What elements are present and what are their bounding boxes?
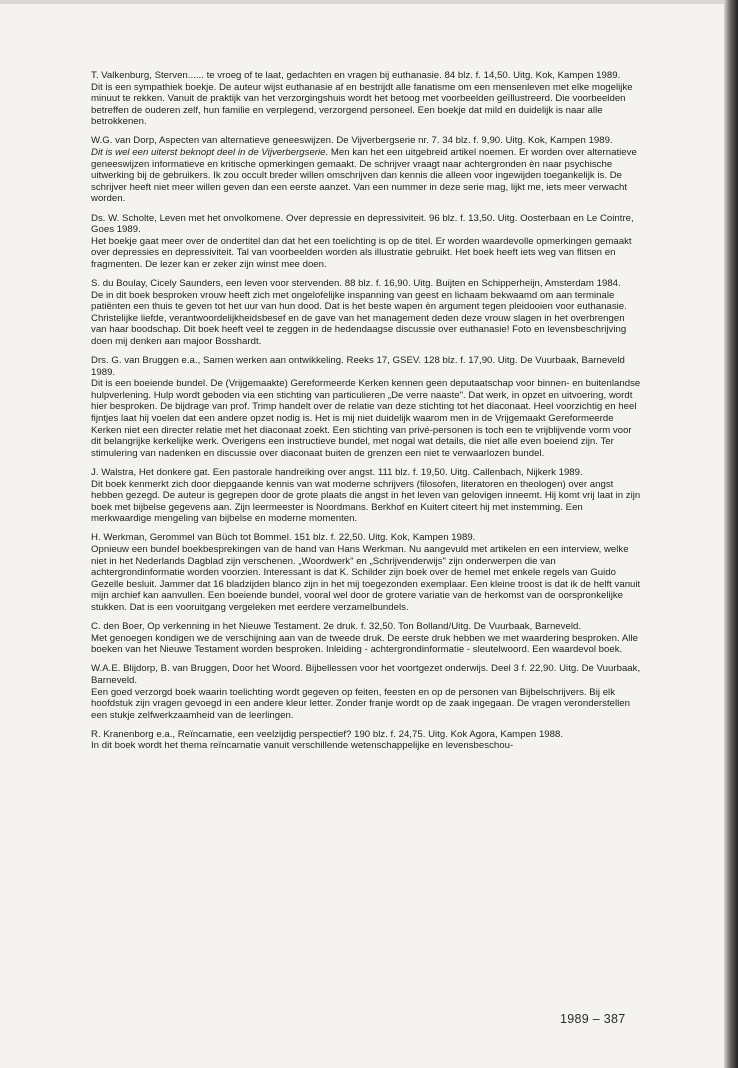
review-entry-8 [91,621,641,656]
review-entry-1 [91,70,641,128]
review-text: Dit is een sympathiek boekje. De auteur wijst euthanasie af en bestrijdt alle fanatisme om een mensenleven met elke mogelijke minuut te rekken. Vanuit de praktijk van het verzorgingshuis wordt het betoog met voorbeelden geïllustreerd. Die voorbeelden betreffen de ouderen zelf, hun familie en verplegend, verzorgend personeel. Een boekje dat mild en duidelijk is naar alle betrokkenen. [91,81,633,128]
review-entry-7 [91,532,641,613]
review-entry-3 [91,213,641,271]
review-text: Dit is een boeiende bundel. De (Vrijgemaakte) Gereformeerde Kerken kennen geen deputaatschap voor binnen- en buitenlandse hulpverlening. Hulp wordt geboden via een stichting van particulieren „De verre naaste". Dat werk, in opzet en uitvoering, wordt hier besproken. De bijdrage van prof. Trimp handelt over de relatie van deze stichting tot het diaconaat. Heel voorzichtig en heel fijntjes laat hij voelen dat een andere opzet nodig is. Het is mij niet duidelijk waarom men in de Vrijgemaakt Gereformeerde Kerken niet een directer relatie met het diaconaat zoekt. Een stichting van privé-personen is toch een te vrijblijvende vorm voor dit belangrijke kerkelijke werk. Overigens een instructieve bundel, met nogal wat details, die niet alle even boeiend zijn. Ter stimulering van nadenken en discussie over diaconaat buiten de grenzen een niet te verwaarlozen bundel. [91,378,641,459]
review-citation: Ds. W. Scholte, Leven met het onvolkomene. Over depressie en depressiviteit. 96 blz. f. 13,50. Uitg. Oosterbaan en Le Cointre, Goes 1989. [91,212,634,236]
review-text: Het boekje gaat meer over de ondertitel dan dat het een toelichting is op de titel. Er worden waardevolle opmerkingen gemaakt over depressies en depressiviteit. Tal van voorbeelden worden als illustratie gebruikt. Het boek heeft iets weg van flitsen en fragmenten. De lezer kan er zeker zijn winst mee doen. [91,235,632,270]
review-text-italic-lead: Dit is wel een uiterst beknopt deel in de Vijverbergserie. [91,147,329,159]
page-binding-edge [724,0,738,1068]
page-number: 1989 – 387 [560,1012,626,1026]
review-citation: R. Kranenborg e.a., Reïncarnatie, een veelzijdig perspectief? 190 blz. f. 24,75. Uitg. Kok Agora, Kampen 1988. [91,728,564,740]
book-review-column [91,70,641,759]
review-citation: C. den Boer, Op verkenning in het Nieuwe Testament. 2e druk. f. 32,50. Ton Bolland/Uitg. De Vuurbaak, Barneveld. [91,621,582,633]
review-entry-6 [91,467,641,525]
review-entry-9 [91,663,641,721]
review-text-body: Men kan het een uitgebreid artikel noemen. Er worden over alternatieve geneeswijzen informatieve en kritische opmerkingen gemaakt. De schrijver vraagt naar achtergronden èn naar psychische uitwerking bij de gebruikers. Ik zou occult breder willen omschrijven dan kennis die alleen voor ingewijden toegankelijk is. De schrijver heeft niet meer willen geven dan een eerste aanzet. Van een nummer in deze serie mag, lijkt me, iets meer verwacht worden. [91,147,637,205]
review-citation: H. Werkman, Gerommel van Büch tot Bommel. 151 blz. f. 22,50. Uitg. Kok, Kampen 1989. [91,532,476,544]
review-citation: J. Walstra, Het donkere gat. Een pastorale handreiking over angst. 111 blz. f. 19,50. Uitg. Callenbach, Nijkerk 1989. [91,466,583,478]
review-text: Opnieuw een bundel boekbesprekingen van de hand van Hans Werkman. Nu aangevuld met artikelen en een interview, welke niet in het Nederlands Dagblad zijn verschenen. „Woordwerk" en „Schrijvenderwijs" zijn onderwerpen die van achtergrondinformatie worden voorzien. Interessant is dat K. Schilder zijn boek over de hemel met enkele regels van Guido Gezelle besluit. Jammer dat 16 bladzijden blanco zijn in het mij toegezonden exemplaar. Een kleine troost is dat ik de helft vanuit mijn archief kan aanvullen. Een boeiende bundel, vooral wel door de grotere variatie van de herkomst van de oorspronkelijke stukken. Dat is een vooruitgang vergeleken met eerdere verzamelbundels. [91,543,641,613]
review-entry-10 [91,729,641,752]
review-citation: S. du Boulay, Cicely Saunders, een leven voor stervenden. 88 blz. f. 16,90. Uitg. Buijten en Schipperheijn, Amsterdam 1984. [91,278,621,289]
review-text: Met genoegen kondigen we de verschijning aan van de tweede druk. De eerste druk hebben we met waardering besproken. Alle boeken van het Nieuwe Testament worden besproken. Inleiding - achtergrondinformatie - sleutelwoord. Een waardevol boek. [91,632,638,656]
review-citation: T. Valkenburg, Sterven...... te vroeg of te laat, gedachten en vragen bij euthanasie. 84 blz. f. 14,50. Uitg. Kok, Kampen 1989. [91,70,621,81]
review-text: Een goed verzorgd boek waarin toelichting wordt gegeven op feiten, feesten en op de personen van Bijbelschrijvers. Bij elk hoofdstuk zijn vragen gevoegd in een andere kleur letter. Zonder franje wordt op de zaak ingegaan. De vragen veronderstellen een stukje zelfwerkzaamheid van de leerlingen. [91,686,631,721]
review-entry-2 [91,135,641,205]
review-text: Dit boek kenmerkt zich door diepgaande kennis van wat moderne schrijvers (filosofen, literatoren en theologen) over angst hebben gezegd. De auteur is gegrepen door de grote plaats die angst in het leven van gelovigen inneemt. Hij komt vrij laat in zijn boek met bijbelse gegevens aan. Zijn leermeester is Noordmans. Berkhof en Kuitert citeert hij met instemming. Een merkwaardige mengeling van bijbelse en moderne momenten. [91,478,641,525]
review-entry-5 [91,355,641,459]
review-citation: W.A.E. Blijdorp, B. van Bruggen, Door het Woord. Bijbellessen voor het voortgezet onderwijs. Deel 3 f. 22,90. Uitg. De Vuurbaak, Barneveld. [91,663,641,686]
review-text: In dit boek wordt het thema reïncarnatie vanuit verschillende wetenschappelijke en levensbeschou- [91,740,514,752]
review-text: De in dit boek besproken vrouw heeft zich met ongelofelijke inspanning van geest en lichaam bekwaamd om aan terminale patiënten een thuis te geven tot het uur van hun dood. Dat is het beste wapen èn argument tegen pleidooien voor euthanasie. Christelijke liefde, verantwoordelijkheidsbesef en de gave van het management deden deze vrouw slagen in het overbrengen van haar boodschap. Dit boek heeft veel te zeggen in de hedendaagse discussie over euthanasie! Foto en levensbeschrijving doen mij denken aan majoor Bosshardt. [91,289,627,347]
review-citation: Drs. G. van Bruggen e.a., Samen werken aan ontwikkeling. Reeks 17, GSEV. 128 blz. f. 17,90. Uitg. De Vuurbaak, Barneveld 1989. [91,355,625,378]
review-citation: W.G. van Dorp, Aspecten van alternatieve geneeswijzen. De Vijverbergserie nr. 7. 34 blz. f. 9,90. Uitg. Kok, Kampen 1989. [91,135,613,147]
review-entry-4 [91,278,641,348]
page-top-edge [0,0,738,4]
review-text [91,147,641,205]
